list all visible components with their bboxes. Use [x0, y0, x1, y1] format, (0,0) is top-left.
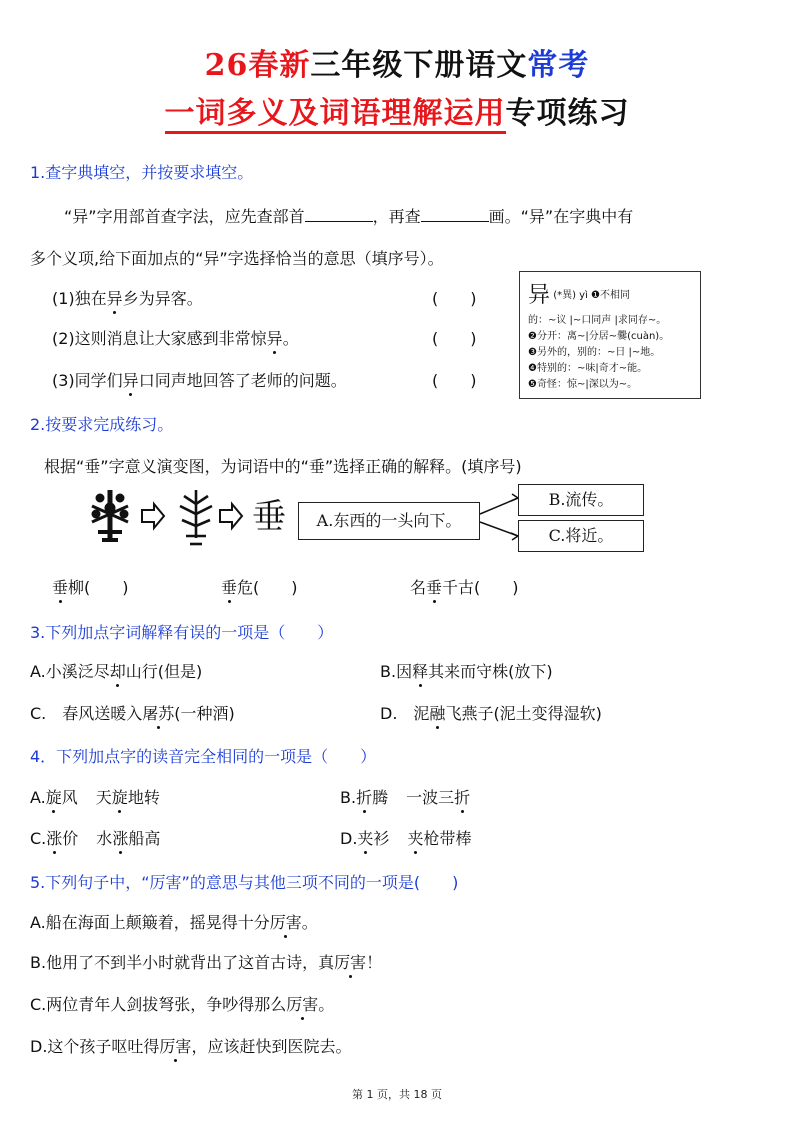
q1-item-2-post: 。 — [282, 329, 299, 348]
q5-b-pre: B.他用了不到半小时就背出了这首古诗，真 — [30, 953, 335, 972]
q4-option-b[interactable] — [340, 785, 470, 808]
q5-d-dotted: 厉害 — [159, 1034, 191, 1057]
q3-a-post: 山行(但是) — [125, 662, 203, 681]
q4-b-w1: 折 — [356, 785, 372, 808]
q3-d-dotted: 融 — [429, 701, 445, 724]
q1-p1-text-c: 画。“异”在字典中有 — [488, 207, 634, 226]
q3-c-pre: C. 春风送暖入 — [30, 704, 143, 723]
q4-d-w1: 夹 — [357, 826, 373, 849]
dictionary-entry-box — [519, 271, 701, 399]
q1-heading: 1.查字典填空，并按要求填空。 — [30, 163, 254, 182]
q4-option-d[interactable] — [340, 826, 471, 849]
q5-c-post: 。 — [318, 995, 335, 1014]
ancient-glyph-2 — [180, 490, 212, 544]
q3-a-dotted: 却 — [110, 659, 126, 682]
q4-b-w2pre: 一波三 — [406, 788, 455, 807]
modern-glyph-chui: 垂 — [252, 497, 286, 537]
q5-c-pre: C.两位青年人剑拔弩张，争吵得那么 — [30, 995, 287, 1014]
q3-d-pre: D. 泥 — [380, 704, 430, 723]
q5-option-a[interactable] — [30, 910, 318, 933]
q1-item-3 — [52, 368, 347, 391]
q5-d-post: ，应该赶快到医院去。 — [191, 1037, 352, 1056]
q2-word-2-post[interactable]: 危( ) — [237, 578, 298, 597]
arrow-icon-2 — [220, 504, 242, 528]
q2-word-1-post[interactable]: 柳( ) — [68, 578, 129, 597]
q2-word-3-dotted: 垂 — [426, 575, 442, 598]
q1-item-2-dotted: 异 — [267, 326, 283, 349]
q4-c-w1: 涨 — [46, 826, 62, 849]
q5-a-post: 。 — [301, 913, 318, 932]
q3-b-pre: B.因 — [380, 662, 413, 681]
q5-option-d[interactable] — [30, 1034, 351, 1057]
title-red-part: 26春新 — [204, 48, 311, 83]
q1-p1-text-b: ，再查 — [372, 207, 421, 226]
q4-c-label: C. — [30, 829, 47, 848]
ancient-glyph-1 — [92, 490, 128, 540]
q4-b-w2: 折 — [454, 785, 470, 808]
page-footer: 第 1 页，共 18 页 — [352, 1088, 442, 1101]
q5-option-c[interactable] — [30, 992, 334, 1015]
q4-b-label: B. — [340, 788, 357, 807]
q2-word-2 — [221, 575, 298, 598]
title-black-tail: 专项练习 — [505, 96, 630, 131]
dict-line-3: ❸另外的，别的：~日 |~地。 — [528, 347, 661, 358]
q1-item-2-pre: (2)这则消息让大家感到非常惊 — [52, 329, 267, 348]
q5-heading: 5.下列句子中，“厉害”的意思与其他三项不同的一项是( ) — [30, 873, 459, 892]
q3-a-pre: A.小溪泛尽 — [30, 662, 110, 681]
q5-b-post: ！ — [366, 953, 383, 972]
q1-paragraph-2: 多个义项,给下面加点的“异”字选择恰当的意思（填序号）。 — [30, 249, 444, 268]
q1-blank-strokes[interactable] — [421, 207, 489, 222]
q3-option-c[interactable] — [30, 701, 235, 724]
meaning-box-a: A.东西的一头向下。 — [298, 502, 480, 540]
q1-item-3-dotted: 异 — [123, 368, 139, 391]
q3-option-a[interactable] — [30, 659, 202, 682]
q1-item-2 — [52, 326, 299, 349]
q1-item-2-answer[interactable]: ( ) — [432, 329, 477, 348]
q4-c-w1post: 价 — [62, 829, 79, 848]
branch-connector — [480, 494, 518, 540]
meaning-box-b: B.流传。 — [518, 484, 644, 516]
q3-option-d[interactable] — [380, 701, 602, 724]
title-blue-part: 常考 — [527, 48, 590, 83]
meaning-box-c: C.将近。 — [518, 520, 644, 552]
dict-line-1: 的：~议 |~口同声 |求同存~。 — [528, 315, 667, 326]
q1-item-1 — [52, 286, 203, 309]
dict-line-2: ❷分开：离~|分居~爨(cuàn)。 — [528, 331, 670, 342]
q4-option-a[interactable] — [30, 785, 160, 808]
q4-heading: 4．下列加点字的读音完全相同的一项是（ ） — [30, 747, 377, 766]
q3-heading: 3.下列加点字词解释有误的一项是（ ） — [30, 623, 334, 642]
q1-item-1-post: 乡为异客。 — [122, 289, 203, 308]
q1-item-1-pre: (1)独在 — [52, 289, 107, 308]
q1-item-3-post: 口同声地回答了老师的问题。 — [138, 371, 347, 390]
q2-word-3-post[interactable]: 千古( ) — [442, 578, 519, 597]
q5-d-pre: D.这个孩子呕吐得 — [30, 1037, 160, 1056]
arrow-icon-1 — [142, 504, 164, 528]
q1-item-3-pre: (3)同学们 — [52, 371, 123, 390]
q4-b-w1post: 腾 — [372, 788, 389, 807]
q5-b-dotted: 厉害 — [334, 950, 366, 973]
q3-b-post: 其来而守株(放下) — [428, 662, 553, 681]
q1-blank-radical[interactable] — [305, 207, 373, 222]
q4-d-w2post: 枪带棒 — [423, 829, 472, 848]
q2-heading: 2.按要求完成练习。 — [30, 415, 174, 434]
dict-line-5: ❺奇怪：惊~|深以为~。 — [528, 379, 638, 390]
q1-item-3-answer[interactable]: ( ) — [432, 371, 477, 390]
dict-line-4: ❹特别的：~味|奇才~能。 — [528, 363, 648, 374]
q4-a-w1post: 风 — [61, 788, 78, 807]
q4-c-w2post: 船高 — [128, 829, 161, 848]
title-underlined-red: 一词多义及词语理解运用 — [165, 96, 506, 134]
q2-word-3 — [410, 575, 519, 598]
q4-c-w2pre: 水 — [96, 829, 113, 848]
q4-d-w1post: 衫 — [373, 829, 390, 848]
q1-item-1-answer[interactable]: ( ) — [432, 289, 477, 308]
q2-instruction: 根据“垂”字意义演变图，为词语中的“垂”选择正确的解释。(填序号) — [44, 457, 522, 476]
q4-a-label: A. — [30, 788, 46, 807]
q1-paragraph-1 — [64, 204, 633, 227]
title-line-1 — [0, 40, 794, 84]
q3-c-post: (一种酒) — [174, 704, 235, 723]
dict-head-char: 异 — [528, 283, 551, 308]
q5-c-dotted: 厉害 — [286, 992, 318, 1015]
q2-word-1 — [52, 575, 129, 598]
q4-c-w2: 涨 — [112, 826, 128, 849]
q4-a-w2pre: 天 — [95, 788, 112, 807]
q1-p1-text-a: “异”字用部首查字法，应先查部首 — [64, 207, 305, 226]
q3-c-dotted: 屠苏 — [142, 701, 174, 724]
q4-a-w2post: 地转 — [127, 788, 160, 807]
q4-option-c[interactable] — [30, 826, 160, 849]
q4-d-w2: 夹 — [407, 826, 423, 849]
dict-head-rest: (*異) yì ❶不相同 — [553, 290, 631, 301]
title-line-2 — [0, 88, 794, 132]
q5-a-dotted: 厉害 — [270, 910, 302, 933]
q4-a-w1: 旋 — [46, 785, 62, 808]
q3-d-post: 飞燕子(泥土变得湿软) — [445, 704, 602, 723]
q4-a-w2: 旋 — [112, 785, 128, 808]
q2-word-1-dotted: 垂 — [52, 575, 68, 598]
q2-word-2-dotted: 垂 — [221, 575, 237, 598]
q2-word-3-pre: 名 — [410, 578, 427, 597]
q5-option-b[interactable] — [30, 950, 382, 973]
q5-a-pre: A.船在海面上颠簸着，摇晃得十分 — [30, 913, 270, 932]
dict-head — [528, 278, 630, 309]
q3-b-dotted: 释 — [412, 659, 428, 682]
q4-d-label: D. — [340, 829, 358, 848]
q3-option-b[interactable] — [380, 659, 553, 682]
q1-item-1-dotted: 异 — [107, 286, 123, 309]
title-black-part: 三年级下册语文 — [310, 48, 528, 83]
